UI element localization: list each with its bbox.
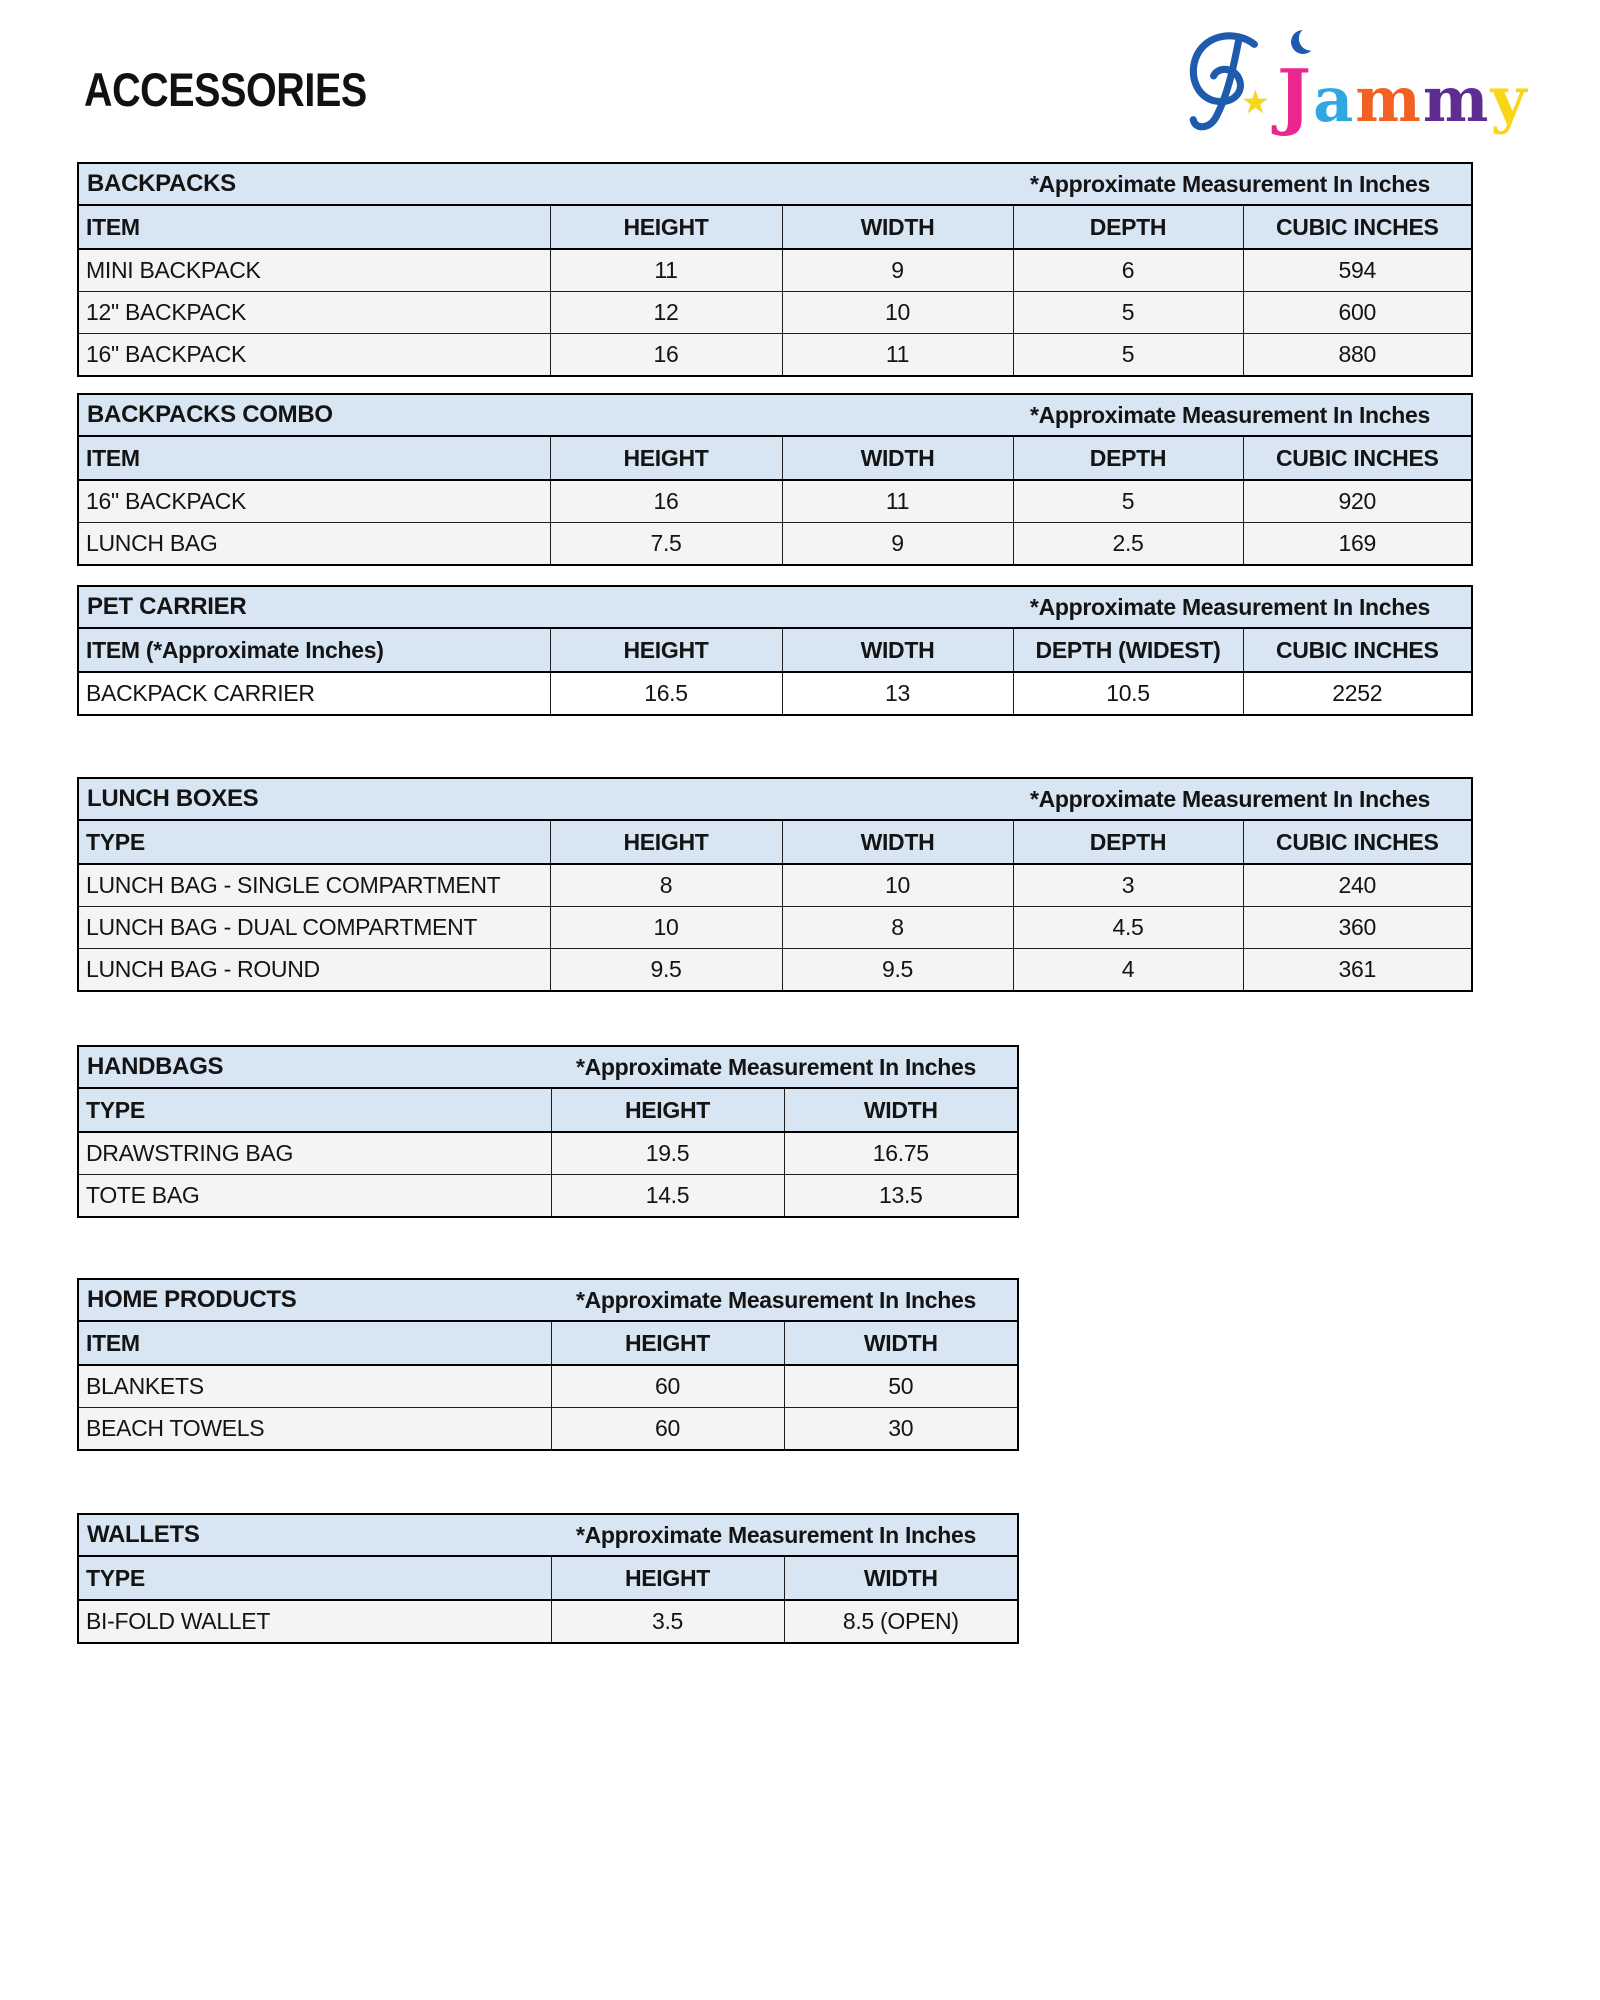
table-row	[78, 1600, 1018, 1643]
value-cell: 16	[550, 480, 782, 523]
table-row	[78, 1175, 1018, 1218]
measurement-note: *Approximate Measurement In Inches	[575, 1521, 977, 1548]
column-header: ITEM	[78, 436, 550, 480]
value-cell: 11	[782, 480, 1013, 523]
value-cell: 19.5	[551, 1132, 784, 1175]
column-header: WIDTH	[784, 1321, 1018, 1365]
column-header: WIDTH	[782, 628, 1013, 672]
value-cell: 10	[782, 292, 1013, 334]
table-title-row	[78, 1279, 1018, 1321]
item-name-cell: DRAWSTRING BAG	[78, 1132, 551, 1175]
table-title-cell	[78, 163, 1472, 205]
value-cell: 5	[1013, 292, 1243, 334]
table-row	[78, 1408, 1018, 1451]
table-title-row	[78, 586, 1472, 628]
table-row	[78, 480, 1472, 523]
table-title-row	[78, 394, 1472, 436]
table-row	[78, 907, 1472, 949]
value-cell: 12	[550, 292, 782, 334]
table-title-cell	[78, 1279, 1018, 1321]
item-name-cell: BLANKETS	[78, 1365, 551, 1408]
column-header: DEPTH (WIDEST)	[1013, 628, 1243, 672]
item-name-cell: LUNCH BAG - ROUND	[78, 949, 550, 992]
value-cell: 594	[1243, 249, 1472, 292]
value-cell: 16.75	[784, 1132, 1018, 1175]
value-cell: 2252	[1243, 672, 1472, 715]
item-name-cell: BACKPACK CARRIER	[78, 672, 550, 715]
value-cell: 5	[1013, 480, 1243, 523]
logo-letter: J	[1277, 53, 1314, 138]
column-header: CUBIC INCHES	[1243, 436, 1472, 480]
table-backpacks-combo	[77, 393, 1473, 566]
value-cell: 4	[1013, 949, 1243, 992]
value-cell: 8.5 (OPEN)	[784, 1600, 1018, 1643]
column-header: HEIGHT	[551, 1321, 784, 1365]
value-cell: 4.5	[1013, 907, 1243, 949]
column-header: WIDTH	[782, 205, 1013, 249]
column-header: HEIGHT	[550, 205, 782, 249]
table-row	[78, 949, 1472, 992]
item-name-cell: MINI BACKPACK	[78, 249, 550, 292]
column-header: ITEM (*Approximate Inches)	[78, 628, 550, 672]
column-header: TYPE	[78, 1088, 551, 1132]
value-cell: 16.5	[550, 672, 782, 715]
logo-letter: a	[1313, 63, 1356, 136]
crescent-moon-icon	[1289, 28, 1317, 56]
table-header-row	[78, 436, 1472, 480]
table-backpacks	[77, 162, 1473, 377]
value-cell: 880	[1243, 334, 1472, 377]
table-pet-carrier	[77, 585, 1473, 716]
column-header: DEPTH	[1013, 436, 1243, 480]
value-cell: 7.5	[550, 523, 782, 566]
column-header: TYPE	[78, 820, 550, 864]
item-name-cell: BI-FOLD WALLET	[78, 1600, 551, 1643]
table-title: LUNCH BOXES	[87, 785, 259, 812]
brand-logo	[1183, 26, 1593, 138]
measurement-note: *Approximate Measurement In Inches	[1029, 785, 1431, 812]
item-name-cell: 12" BACKPACK	[78, 292, 550, 334]
table-row	[78, 334, 1472, 377]
table-title-row	[78, 163, 1472, 205]
item-name-cell: BEACH TOWELS	[78, 1408, 551, 1451]
measurement-note: *Approximate Measurement In Inches	[1029, 593, 1431, 620]
table-header-row	[78, 1556, 1018, 1600]
table-row	[78, 864, 1472, 907]
column-header: ITEM	[78, 205, 550, 249]
value-cell: 50	[784, 1365, 1018, 1408]
table-header-row	[78, 1321, 1018, 1365]
table-title-cell	[78, 778, 1472, 820]
table-row	[78, 292, 1472, 334]
value-cell: 10	[550, 907, 782, 949]
value-cell: 11	[550, 249, 782, 292]
table-title-row	[78, 1514, 1018, 1556]
column-header: HEIGHT	[550, 820, 782, 864]
item-name-cell: LUNCH BAG - DUAL COMPARTMENT	[78, 907, 550, 949]
table-title-cell	[78, 586, 1472, 628]
table-row	[78, 1132, 1018, 1175]
table-title: BACKPACKS	[87, 170, 236, 197]
logo-letter: m	[1422, 63, 1491, 136]
column-header: WIDTH	[782, 436, 1013, 480]
value-cell: 3.5	[551, 1600, 784, 1643]
value-cell: 16	[550, 334, 782, 377]
column-header: HEIGHT	[550, 628, 782, 672]
table-header-row	[78, 1088, 1018, 1132]
column-header: WIDTH	[784, 1556, 1018, 1600]
table-title: WALLETS	[87, 1521, 200, 1548]
value-cell: 14.5	[551, 1175, 784, 1218]
table-row	[78, 672, 1472, 715]
table-header-row	[78, 205, 1472, 249]
column-header: HEIGHT	[550, 436, 782, 480]
value-cell: 13	[782, 672, 1013, 715]
value-cell: 11	[782, 334, 1013, 377]
table-title-cell	[78, 1514, 1018, 1556]
table-row	[78, 523, 1472, 566]
value-cell: 9	[782, 249, 1013, 292]
value-cell: 6	[1013, 249, 1243, 292]
table-row	[78, 249, 1472, 292]
value-cell: 2.5	[1013, 523, 1243, 566]
item-name-cell: LUNCH BAG	[78, 523, 550, 566]
column-header: HEIGHT	[551, 1088, 784, 1132]
item-name-cell: TOTE BAG	[78, 1175, 551, 1218]
table-header-row	[78, 820, 1472, 864]
measurement-note: *Approximate Measurement In Inches	[1029, 170, 1431, 197]
logo-wordmark	[1277, 53, 1529, 138]
measurement-note: *Approximate Measurement In Inches	[575, 1053, 977, 1080]
page-title: ACCESSORIES	[84, 63, 367, 116]
value-cell: 169	[1243, 523, 1472, 566]
value-cell: 9.5	[550, 949, 782, 992]
table-title: HOME PRODUCTS	[87, 1286, 297, 1313]
table-title: BACKPACKS COMBO	[87, 401, 333, 428]
table-home-products	[77, 1278, 1019, 1451]
value-cell: 920	[1243, 480, 1472, 523]
table-lunch-boxes	[77, 777, 1473, 992]
item-name-cell: LUNCH BAG - SINGLE COMPARTMENT	[78, 864, 550, 907]
table-title-cell	[78, 394, 1472, 436]
column-header: TYPE	[78, 1556, 551, 1600]
column-header: HEIGHT	[551, 1556, 784, 1600]
column-header: CUBIC INCHES	[1243, 820, 1472, 864]
measurement-note: *Approximate Measurement In Inches	[575, 1286, 977, 1313]
table-title-row	[78, 1046, 1018, 1088]
value-cell: 360	[1243, 907, 1472, 949]
logo-letter: m	[1355, 63, 1423, 136]
value-cell: 9	[782, 523, 1013, 566]
table-handbags	[77, 1045, 1019, 1218]
table-title: HANDBAGS	[87, 1053, 224, 1080]
column-header: DEPTH	[1013, 205, 1243, 249]
table-title-row	[78, 778, 1472, 820]
value-cell: 600	[1243, 292, 1472, 334]
column-header: CUBIC INCHES	[1243, 205, 1472, 249]
table-title-cell	[78, 1046, 1018, 1088]
value-cell: 3	[1013, 864, 1243, 907]
value-cell: 8	[782, 907, 1013, 949]
logo-letter: y	[1490, 63, 1529, 136]
column-header: CUBIC INCHES	[1243, 628, 1472, 672]
star-icon: ★	[1241, 84, 1270, 120]
value-cell: 361	[1243, 949, 1472, 992]
value-cell: 9.5	[782, 949, 1013, 992]
item-name-cell: 16" BACKPACK	[78, 480, 550, 523]
measurement-note: *Approximate Measurement In Inches	[1029, 401, 1431, 428]
item-name-cell: 16" BACKPACK	[78, 334, 550, 377]
value-cell: 30	[784, 1408, 1018, 1451]
table-header-row	[78, 628, 1472, 672]
value-cell: 10	[782, 864, 1013, 907]
value-cell: 8	[550, 864, 782, 907]
table-row	[78, 1365, 1018, 1408]
column-header: ITEM	[78, 1321, 551, 1365]
value-cell: 5	[1013, 334, 1243, 377]
value-cell: 60	[551, 1408, 784, 1451]
column-header: DEPTH	[1013, 820, 1243, 864]
column-header: WIDTH	[784, 1088, 1018, 1132]
column-header: WIDTH	[782, 820, 1013, 864]
value-cell: 60	[551, 1365, 784, 1408]
value-cell: 13.5	[784, 1175, 1018, 1218]
table-wallets	[77, 1513, 1019, 1644]
table-title: PET CARRIER	[87, 593, 247, 620]
value-cell: 10.5	[1013, 672, 1243, 715]
value-cell: 240	[1243, 864, 1472, 907]
